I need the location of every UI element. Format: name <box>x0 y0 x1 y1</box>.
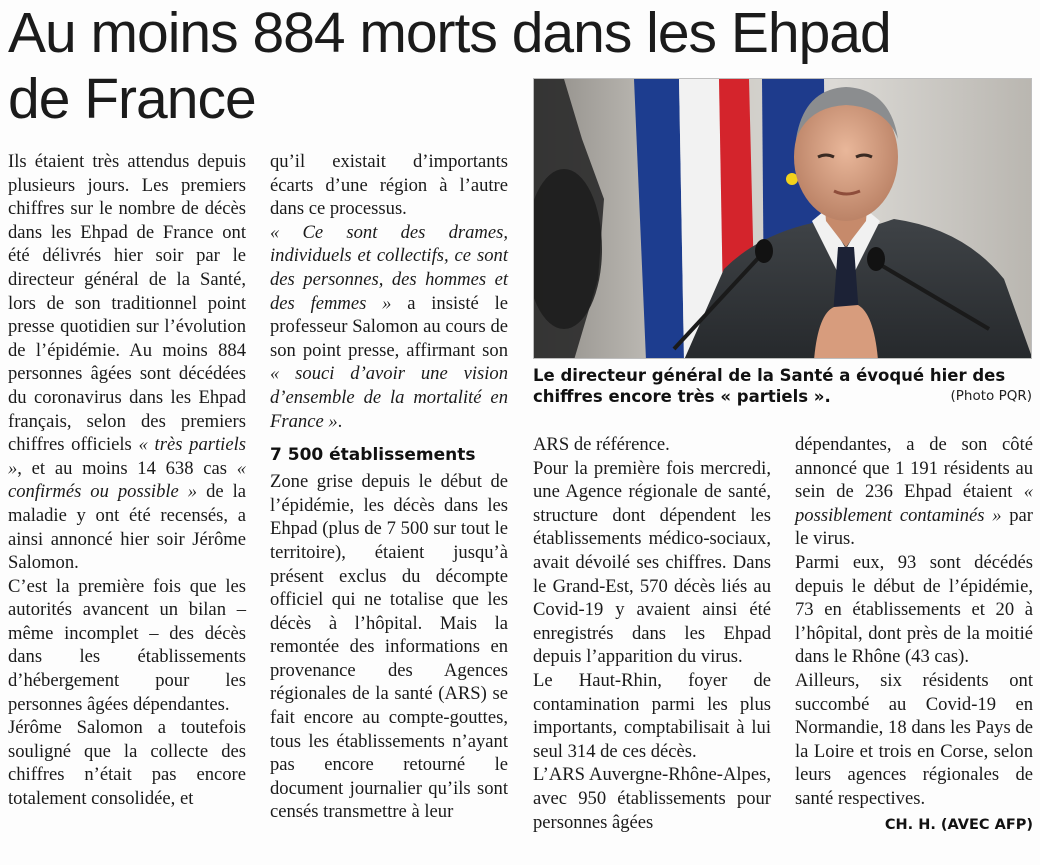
photo-credit: (Photo PQR) <box>950 388 1032 404</box>
article-column-3 <box>533 433 771 834</box>
paragraph: Parmi eux, 93 sont décédés depuis le début de l’épidémie, 73 en établissements et 20 à l’hôpital, dont près de la moitié dans le Rhône (43 cas). <box>795 551 1033 668</box>
paragraph: ARS de référence. <box>533 434 670 455</box>
body-text: de la maladie y ont été recensés, a ainsi annoncé hier soir Jérôme Salomon. <box>8 481 247 574</box>
body-text: a insisté le professeur Salomon au cours de son point presse, affirmant son <box>270 292 508 361</box>
body-text: Ils étaient très attendus depuis plusieurs jours. Les premiers chiffres sur le nombre de décès dans les Ehpad de France ont été délivrés hier soir par le directeur général de la Santé, lors de son traditionnel point presse quotidien sur l’évolution de l’épidémie. Au moins 884 personnes âgées sont décédées du coronavirus dans les Ehpad français, selon des premiers chiffres officiels <box>8 151 246 456</box>
paragraph: Pour la première fois mercredi, une Agence régionale de santé, structure dont dépendent les établissements médico-sociaux, avait dévoilé ses chiffres. Dans le Grand-Est, 570 décès liés au Covid-19 y avaient ainsi été enregistrés dans les Ehpad depuis l’apparition du virus. <box>533 457 771 668</box>
article-column-4 <box>795 433 1033 835</box>
paragraph: Le Haut-Rhin, foyer de contamination parmi les plus importants, comptabilisait à lui seul 314 de ces décès. <box>533 669 771 762</box>
body-text: . <box>337 410 343 432</box>
paragraph <box>8 150 246 575</box>
quote: « souci d’avoir une vision d’ensemble de la mortalité en France » <box>270 363 508 432</box>
quote: « possiblement contaminés » <box>795 481 1033 526</box>
press-photo-illustration <box>534 79 1032 359</box>
quote: « Ce sont des drames, <box>270 221 508 243</box>
press-photo <box>533 78 1032 359</box>
body-text: dépendantes, a de son côté annoncé que 1 191 résidents au sein de 236 Ehpad étaient <box>795 434 1033 503</box>
quote: « très partiels » <box>8 434 246 479</box>
quote: « confirmés ou possible » <box>8 457 246 503</box>
paragraph: L’ARS Auvergne-Rhône-Alpes, avec 950 établissements pour personnes âgées <box>533 764 771 833</box>
photo-caption <box>533 365 1032 407</box>
headline-line-1: Au moins 884 morts dans les Ehpad <box>8 1 891 65</box>
body-text: par le virus. <box>795 504 1033 550</box>
quote: individuels et collectifs, ce sont des personnes, des hommes et des femmes » <box>270 245 508 314</box>
paragraph: C’est la première fois que les autorités avancent un bilan – même incomplet – des décès dans les établissements d’hébergement pour les personnes âgées dépendantes. <box>8 575 246 715</box>
article-column-1 <box>8 150 246 811</box>
headline-line-2: de France <box>8 67 256 131</box>
paragraph: Jérôme Salomon a toutefois souligné que la collecte des chiffres n’était pas encore totalement consolidée, et <box>8 717 246 810</box>
section-subheading: 7 500 établissements <box>270 445 476 466</box>
paragraph <box>795 433 1033 551</box>
article-column-2 <box>270 150 508 824</box>
photo-caption-text: Le directeur général de la Santé a évoqué hier des chiffres encore très « partiels ». <box>533 366 1006 406</box>
paragraph: qu’il existait d’importants écarts d’une région à l’autre dans ce processus. <box>270 151 508 220</box>
author-signature: CH. H. (AVEC AFP) <box>884 816 1033 833</box>
paragraph: Ailleurs, six résidents ont succombé au Covid-19 en Normandie, 18 dans les Pays de la Loire et trois en Corse, selon leurs agences régionales de santé respectives. <box>795 669 1033 809</box>
paragraph <box>270 221 508 433</box>
paragraph: Zone grise depuis le début de l’épidémie, les décès dans les Ehpad (plus de 7 500 sur tout le territoire), étaient jusqu’à présent exclus du décompte officiel qui ne totalise que les décès à l’hôpital. Mais la remontée des informations en provenance des Agences régionales de la santé (ARS) se fait encore au compte-gouttes, tous les établissements n’ayant pas encore retourné le document journalier qu’ils sont censés transmettre à leur <box>270 471 508 823</box>
body-text: , et au moins 14 638 cas <box>17 457 237 479</box>
